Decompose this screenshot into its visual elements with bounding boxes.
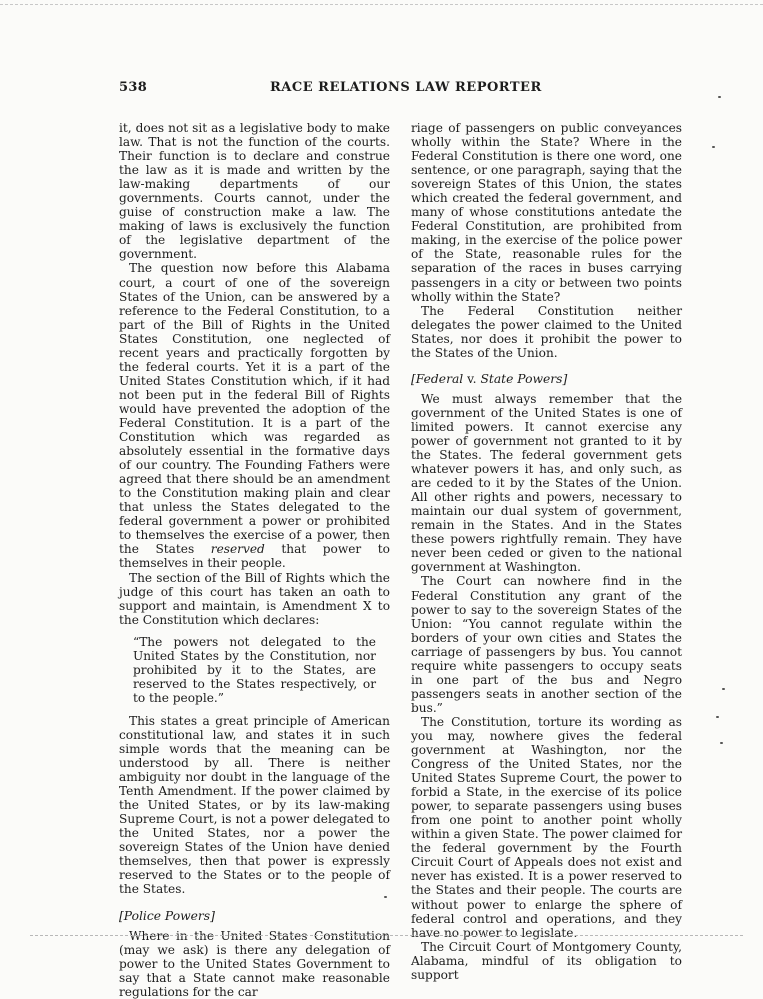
emphasis-reserved: reserved: [210, 542, 265, 557]
paragraph: The section of the Bill of Rights which the judge of this court has taken an oath to support and maintain, is Amendment X to the Constitution which declares:: [119, 570, 390, 627]
scan-edge-top: [0, 4, 763, 5]
paragraph: The Federal Constitution neither delegates the power claimed to the United States, nor does it prohibit the power to the States of the Union.: [411, 303, 682, 360]
paragraph: The Circuit Court of Montgomery County, Alabama, mindful of its obligation to support: [411, 939, 682, 982]
paragraph: The Court can nowhere find in the Federal Constitution any grant of the power to say to the sovereign States of the Union: “You cannot regulate within the borders of your own cities and States the carriage of passengers by bus. You cannot require white passengers to occupy seats in one part of the bus and Negro passengers seats in another section of the bus.”: [411, 574, 682, 715]
paragraph: Where in the United States Constitution (may we ask) is there any delegation of power to the United States Government to say that a State cannot make reasonable regulations for the car: [119, 928, 390, 999]
page-number: 538: [119, 80, 148, 95]
paragraph: [119, 261, 390, 570]
scan-speck: [720, 742, 723, 744]
heading-versus: v.: [467, 371, 477, 386]
heading-part: State Powers]: [480, 371, 568, 386]
text-run: that power to themselves in their people.: [119, 542, 390, 571]
scan-speck: [716, 716, 719, 718]
scan-speck: [718, 96, 721, 98]
scan-speck: [722, 688, 725, 690]
running-title: RACE RELATIONS LAW REPORTER: [270, 80, 542, 95]
amendment-quote: “The powers not delegated to the United States by the Constitution, nor prohibited by it to the States, are reserved to the States respectively, or to the people.”: [133, 634, 376, 705]
section-heading-police-powers: [Police Powers]: [119, 908, 215, 923]
paragraph: This states a great principle of American constitutional law, and states it in such simple words that the meaning can be understood by all. There is neither ambiguity nor doubt in the language of the Tenth Amendment. If the power claimed by the United States, or by its law-making Supreme Court, is not a power delegated to the United States, nor a power the sovereign States of the Union have denied themselves, then that power is expressly reserved to the States or to the people of the States.: [119, 713, 390, 897]
scan-speck: [712, 146, 715, 148]
right-column: [411, 121, 682, 982]
paragraph: it, does not sit as a legislative body to make law. That is not the function of the courts. Their function is to declare and construe the law as it is made and written by the law-making departments of our governments. Courts cannot, under the guise of construction make a law. The making of laws is exclusively the function of the legislative department of the government.: [119, 121, 390, 262]
text-run: The question now before this Alabama court, a court of one of the sovereign States of the Union, can be answered by a reference to the Federal Constitution, to a part of the Bill of Rights in the United States Constitution, one neglected of recent years and practically forgotten by the federal courts. Yet it is a part of the United States Constitution which, if it had not been put in the federal Bill of Rights would have prevented the adoption of the Federal Constitution. It is a part of the Constitution which was regarded as absolutely essential in the formative days of our country. The Founding Fathers were agreed that there should be an amendment to the Constitution making plain and clear that unless the States delegated to the federal government a power or prohibited to themselves the exercise of a power, then the States: [119, 261, 390, 557]
paragraph: The Constitution, torture its wording as you may, nowhere gives the federal government at Washington, nor the Congress of the United States, nor the United States Supreme Court, the power to forbid a State, in the exercise of its police power, to separate passengers using buses from one point to another point wholly within a given State. The power claimed for the federal government by the Fourth Circuit Court of Appeals does not exist and never has existed. It is a power reserved to the States and their people. The courts are without power to enlarge the sphere of federal control and operations, and they have no power to legislate.: [411, 714, 682, 940]
paragraph: riage of passengers on public conveyances wholly within the State? Where in the Federal Constitution is there one word, one sentence, or one paragraph, saying that the sovereign States of this Union, the states which created the federal government, and many of whose constitutions antedate the Federal Constitution, are prohibited from making, in the exercise of the police power of the State, reasonable rules for the separation of the races in buses carrying passengers in a city or between two points wholly within the State?: [411, 121, 682, 304]
scan-edge-bottom: [30, 935, 743, 936]
scan-speck: [384, 896, 387, 898]
section-heading-federal-v-state: [411, 372, 682, 386]
left-column: [119, 121, 390, 999]
heading-part: [Federal: [411, 371, 464, 386]
page-header: [0, 80, 763, 100]
paragraph: We must always remember that the government of the United States is one of limited powers. It cannot exercise any power of government not granted to it by the States. The federal government gets whatever powers it has, and only such, as are ceded to it by the States of the Union. All other rights and powers, necessary to maintain our dual system of government, remain in the States. And in the States these powers rightfully remain. They have never been ceded or given to the national government at Washington.: [411, 391, 682, 575]
